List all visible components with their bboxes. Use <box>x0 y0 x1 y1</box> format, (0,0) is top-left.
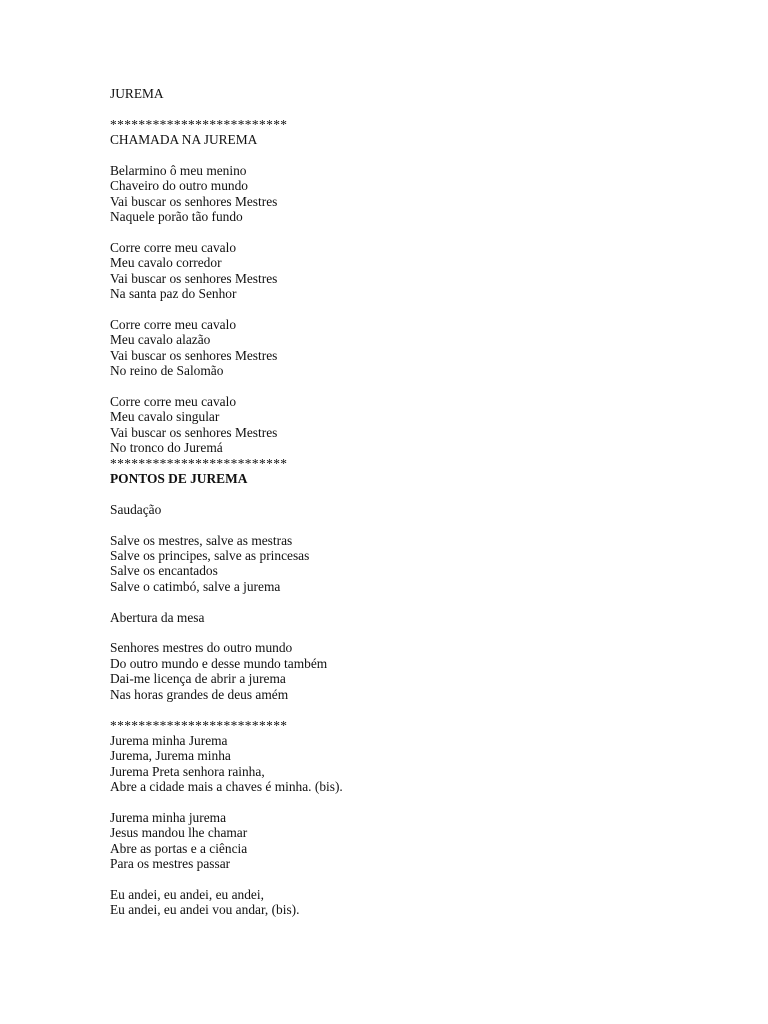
section-heading: PONTOS DE JUREMA <box>110 471 248 487</box>
verse-line: Corre corre meu cavalo <box>110 317 237 333</box>
verse-line: Salve o catimbó, salve a jurema <box>110 578 281 594</box>
verse-line: No tronco do Juremá <box>110 440 223 456</box>
separator: ************************* <box>110 455 288 471</box>
verse-line: No reino de Salomão <box>110 363 224 379</box>
verse-line: Nas horas grandes de deus amém <box>110 686 289 702</box>
verse-line: Salve os encantados <box>110 563 218 579</box>
verse-line: Do outro mundo e desse mundo também <box>110 655 328 671</box>
verse-line: Meu cavalo singular <box>110 409 220 425</box>
verse-line: Salve os principes, salve as princesas <box>110 548 310 564</box>
verse-line: Vai buscar os senhores Mestres <box>110 347 278 363</box>
section-heading: CHAMADA NA JUREMA <box>110 132 258 148</box>
verse-line: Jurema, Jurema minha <box>110 748 231 764</box>
verse-line: Na santa paz do Senhor <box>110 286 237 302</box>
verse-line: Abre as portas e a ciência <box>110 840 248 856</box>
separator: ************************* <box>110 717 288 733</box>
verse-line: Corre corre meu cavalo <box>110 240 237 256</box>
verse-line: Dai-me licença de abrir a jurema <box>110 671 286 687</box>
verse-line: Jurema minha Jurema <box>110 732 228 748</box>
verse-line: Naquele porão tão fundo <box>110 209 243 225</box>
verse-line: Belarmino ô meu menino <box>110 163 247 178</box>
verse-line: Abre a cidade mais a chaves é minha. (bis). <box>110 779 343 795</box>
separator: ************************* <box>110 116 288 132</box>
verse-line: Meu cavalo corredor <box>110 255 222 271</box>
verse-line: Vai buscar os senhores Mestres <box>110 270 278 286</box>
subheading: Abertura da mesa <box>110 609 205 625</box>
subheading: Saudação <box>110 501 162 517</box>
verse-line: Chaveiro do outro mundo <box>110 178 248 194</box>
verse-line: Corre corre meu cavalo <box>110 394 237 410</box>
verse-line: Jurema minha jurema <box>110 809 227 825</box>
verse-line: Eu andei, eu andei, eu andei, <box>110 886 264 902</box>
verse-line: Vai buscar os senhores Mestres <box>110 424 278 440</box>
document-body <box>110 86 343 918</box>
verse-line: Jesus mandou lhe chamar <box>110 825 248 841</box>
verse-line: Jurema Preta senhora rainha, <box>110 763 265 779</box>
verse-line: Meu cavalo alazão <box>110 332 211 348</box>
document-title: JUREMA <box>110 86 164 101</box>
verse-line: Para os mestres passar <box>110 856 231 872</box>
verse-line: Vai buscar os senhores Mestres <box>110 193 278 209</box>
verse-line: Eu andei, eu andei vou andar, (bis). <box>110 902 300 918</box>
verse-line: Salve os mestres, salve as mestras <box>110 532 293 548</box>
verse-line: Senhores mestres do outro mundo <box>110 640 293 656</box>
